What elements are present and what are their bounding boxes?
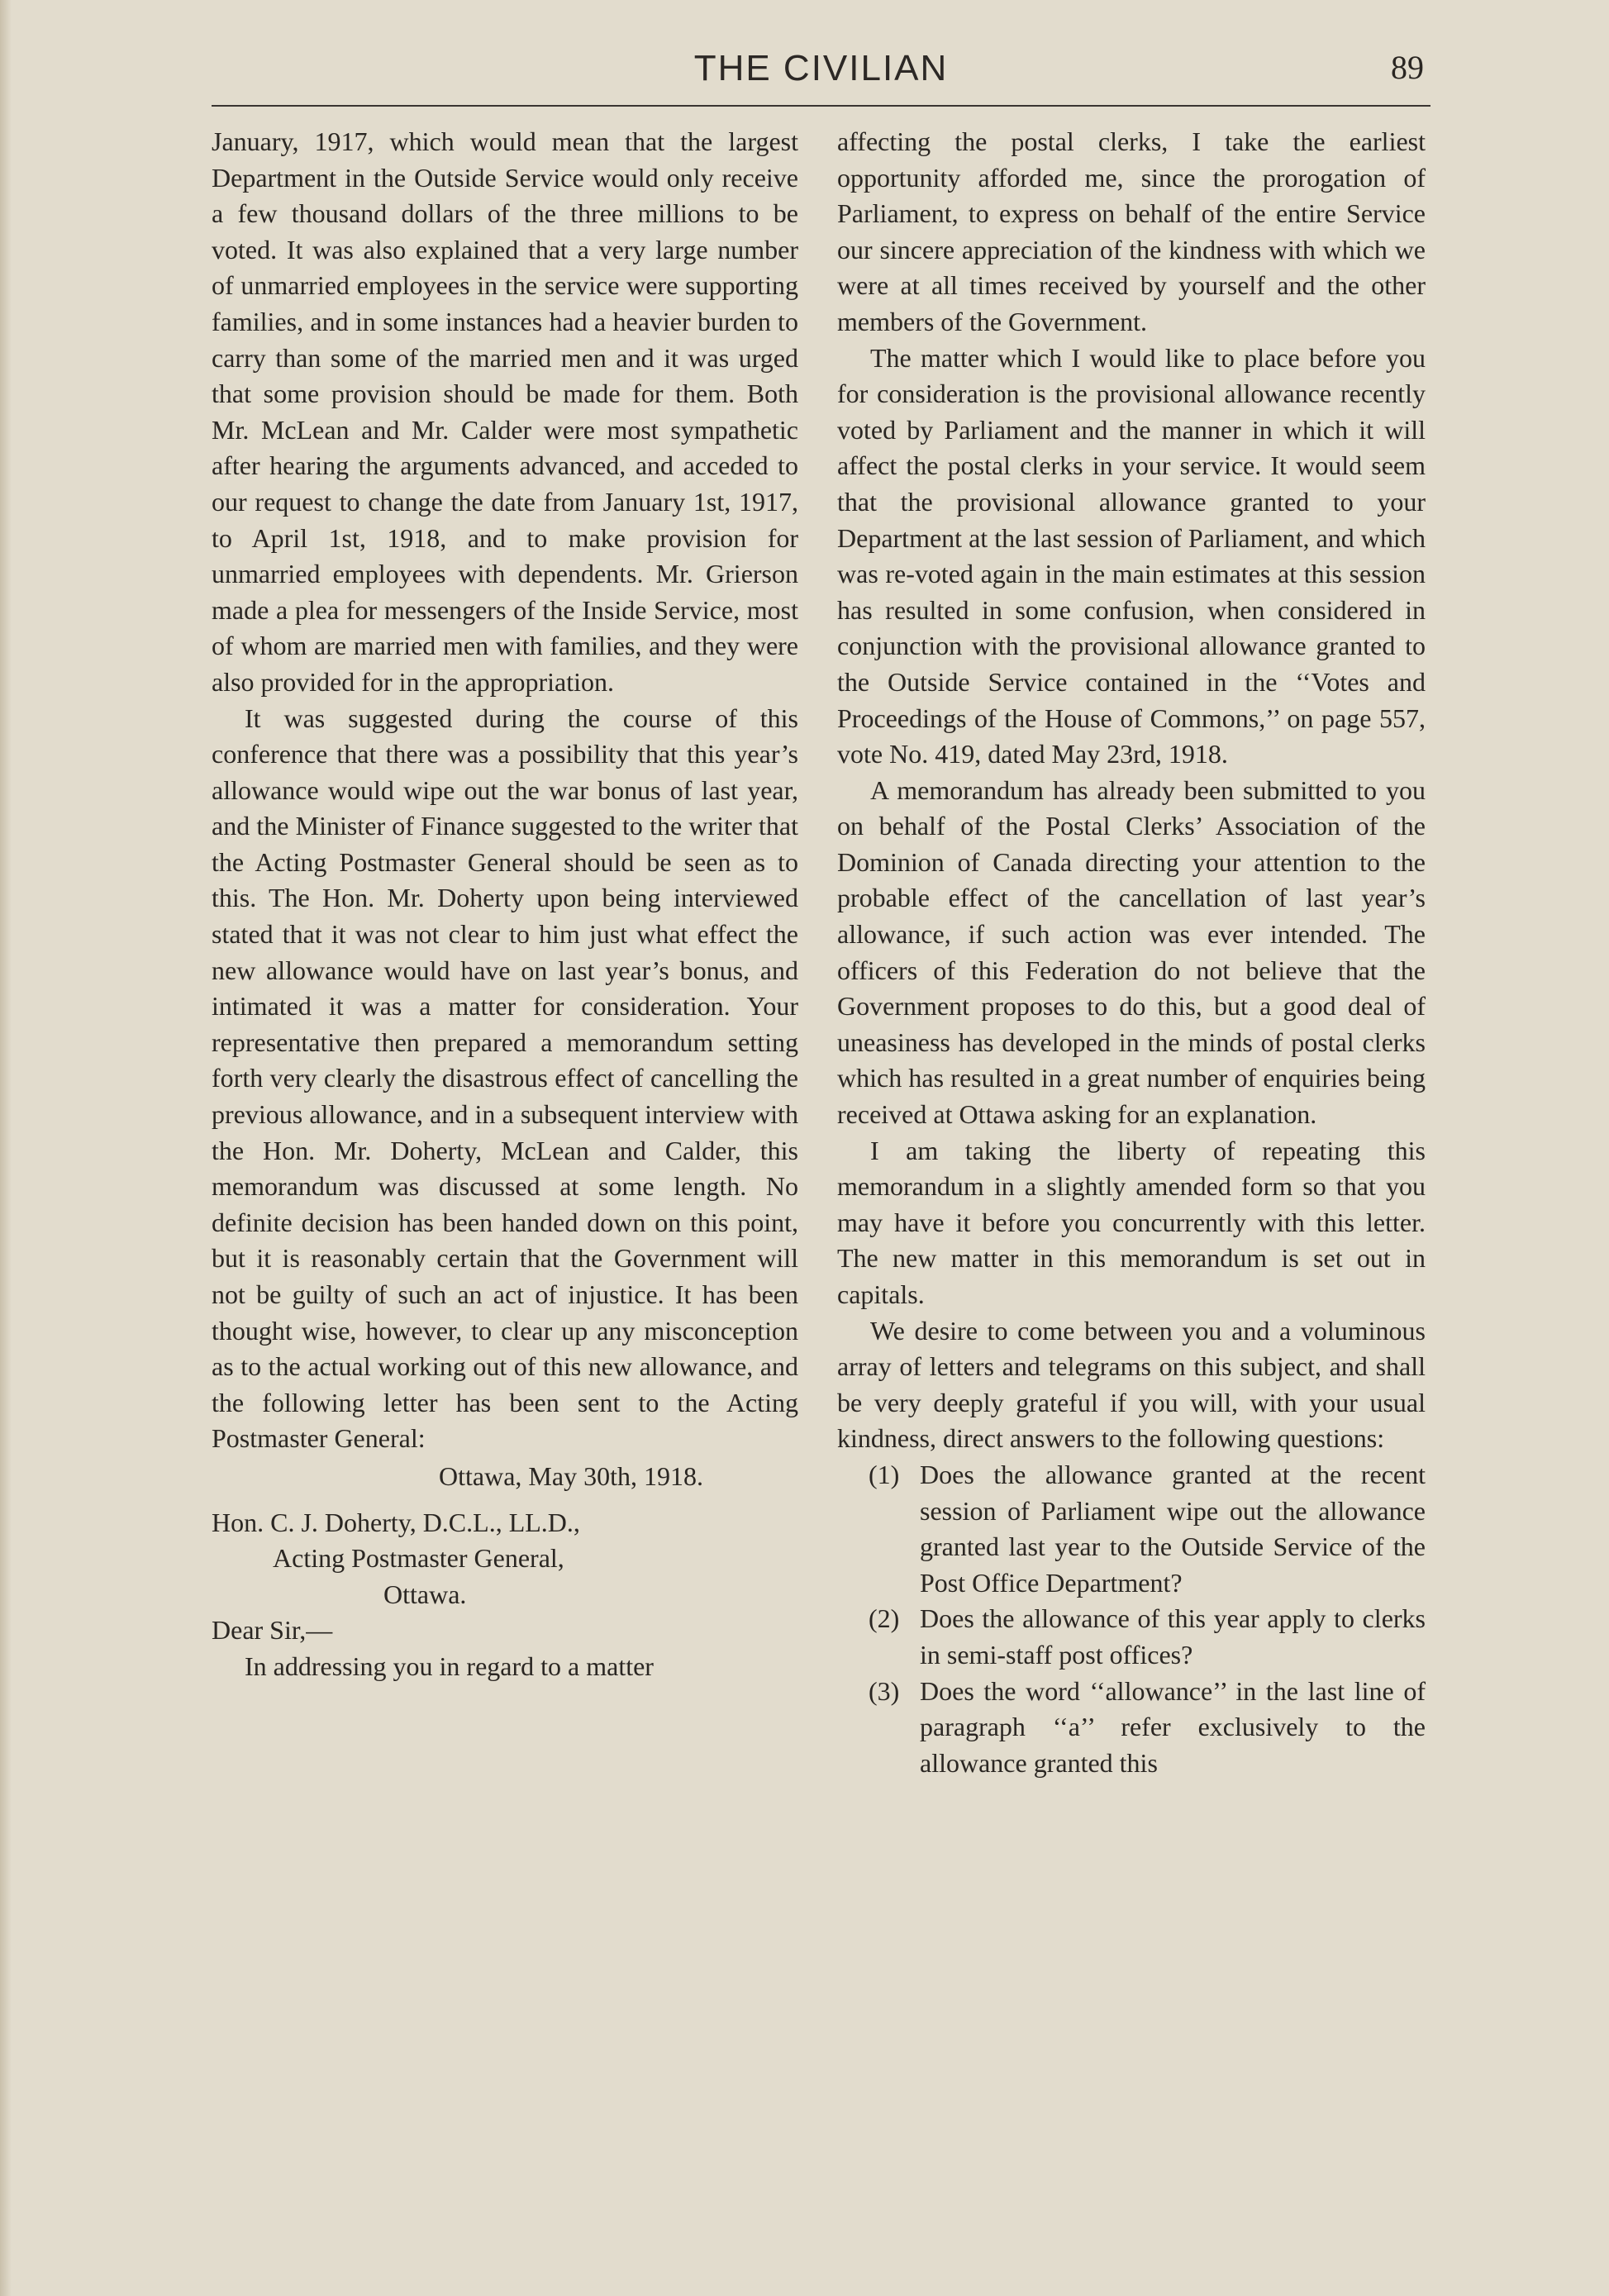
right-column <box>837 124 1426 1781</box>
question-text: Does the allowance of this year apply to clerks in semi-staff post offices? <box>920 1603 1426 1670</box>
addressee-line: Acting Postmaster General, <box>273 1543 564 1574</box>
paragraph: I am taking the liberty of repeating this memorandum in a slightly amended form so that you may have it before you concurrently with this letter. The new matter in this memorandum is set out in capitals. <box>837 1135 1426 1309</box>
paragraph: affecting the postal clerks, I take the earliest opportunity afforded me, since the prorogation of Parliament, to express on behalf of the entire Service our sincere appreciation of the kindness with which we were at all times received by yourself and the other members of the Government. <box>837 126 1426 336</box>
letter-dateline: Ottawa, May 30th, 1918. <box>439 1460 703 1491</box>
page-number: 89 <box>1391 49 1424 86</box>
paragraph: In addressing you in regard to a matter <box>245 1651 654 1681</box>
question-text: Does the word ‘‘allowance’’ in the last line of paragraph ‘‘a’’ refer exclusively to the allowance granted this <box>920 1675 1426 1778</box>
letter-salutation: Dear Sir,— <box>212 1615 333 1646</box>
left-column <box>212 124 798 1685</box>
question-number: (1) <box>869 1459 900 1489</box>
header-rule <box>212 105 1430 107</box>
addressee-line: Ottawa. <box>383 1579 467 1609</box>
question-list <box>837 1457 1426 1781</box>
question-item <box>837 1457 1426 1601</box>
paragraph: It was suggested during the course of this conference that there was a possibility that this year’s allowance would wipe out the war bonus of last year, and the Minister of Finance suggested to the writer that the Acting Postmaster General should be seen as to this. The Hon. Mr. Doherty upon being interviewed stated that it was not clear to him just what effect the new allowance would have on last year’s bonus, and intimated it was a matter for consideration. Your representative then prepared a memorandum setting forth very clearly the disastrous effect of cancelling the previous allowance, and in a subsequent interview with the Hon. Mr. Doherty, McLean and Calder, this memorandum was discussed at some length. No definite decision has been handed down on this point, but it is reasonably certain that the Government will not be guilty of such an act of injustice. It has been thought wise, however, to clear up any misconception as to the actual working out of this new allowance, and the following letter has been sent to the Acting Postmaster General: <box>212 703 798 1454</box>
question-item <box>837 1674 1426 1782</box>
running-title: THE CIVILIAN <box>693 48 949 88</box>
paragraph: January, 1917, which would mean that the largest Department in the Outside Service would only receive a few thousand dollars of the three millions to be voted. It was also explained that a very large number of unmarried employees in the service were supporting families, and in some instances had a heavier burden to carry than some of the married men and it was urged that some provision should be made for them. Both Mr. McLean and Mr. Calder were most sympathetic after hearing the arguments advanced, and acceded to our request to change the date from January 1st, 1917, to April 1st, 1918, and to make provision for unmarried employees with dependents. Mr. Grierson made a plea for messengers of the Inside Service, most of whom are married men with families, and they were also provided for in the appropriation. <box>212 126 798 697</box>
binding-edge <box>0 0 12 2296</box>
paragraph: A memorandum has already been submitted to you on behalf of the Postal Clerks’ Association of the Dominion of Canada directing your attention to the probable effect of the cancellation of last year’s allowance, if such action was ever intended. The officers of this Federation do not believe that the Government proposes to do this, but a good deal of uneasiness has developed in the minds of postal clerks which has resulted in a great number of enquiries being received at Ottawa asking for an explanation. <box>837 774 1426 1130</box>
paragraph: The matter which I would like to place before you for consideration is the provisional allowance recently voted by Parliament and the manner in which it will affect the postal clerks in your service. It would seem that the provisional allowance granted to your Department at the last session of Parliament, and which was re-voted again in the main estimates at this session has resulted in some confusion, when considered in conjunction with the provisional allowance granted to the Outside Service contained in the ‘‘Votes and Proceedings of the House of Commons,’’ on page 557, vote No. 419, dated May 23rd, 1918. <box>837 342 1426 769</box>
page-header <box>212 33 1430 116</box>
question-text: Does the allowance granted at the recent session of Parliament wipe out the allowance granted last year to the Outside Service of the Post Office Department? <box>920 1459 1426 1598</box>
question-item <box>837 1601 1426 1673</box>
paragraph: We desire to come between you and a voluminous array of letters and telegrams on this subject, and shall be very deeply grateful if you will, with your usual kindness, direct answers to the following questions: <box>837 1315 1426 1454</box>
addressee-line: Hon. C. J. Doherty, D.C.L., LL.D., <box>212 1507 580 1537</box>
question-number: (3) <box>869 1675 900 1706</box>
question-number: (2) <box>869 1603 900 1634</box>
